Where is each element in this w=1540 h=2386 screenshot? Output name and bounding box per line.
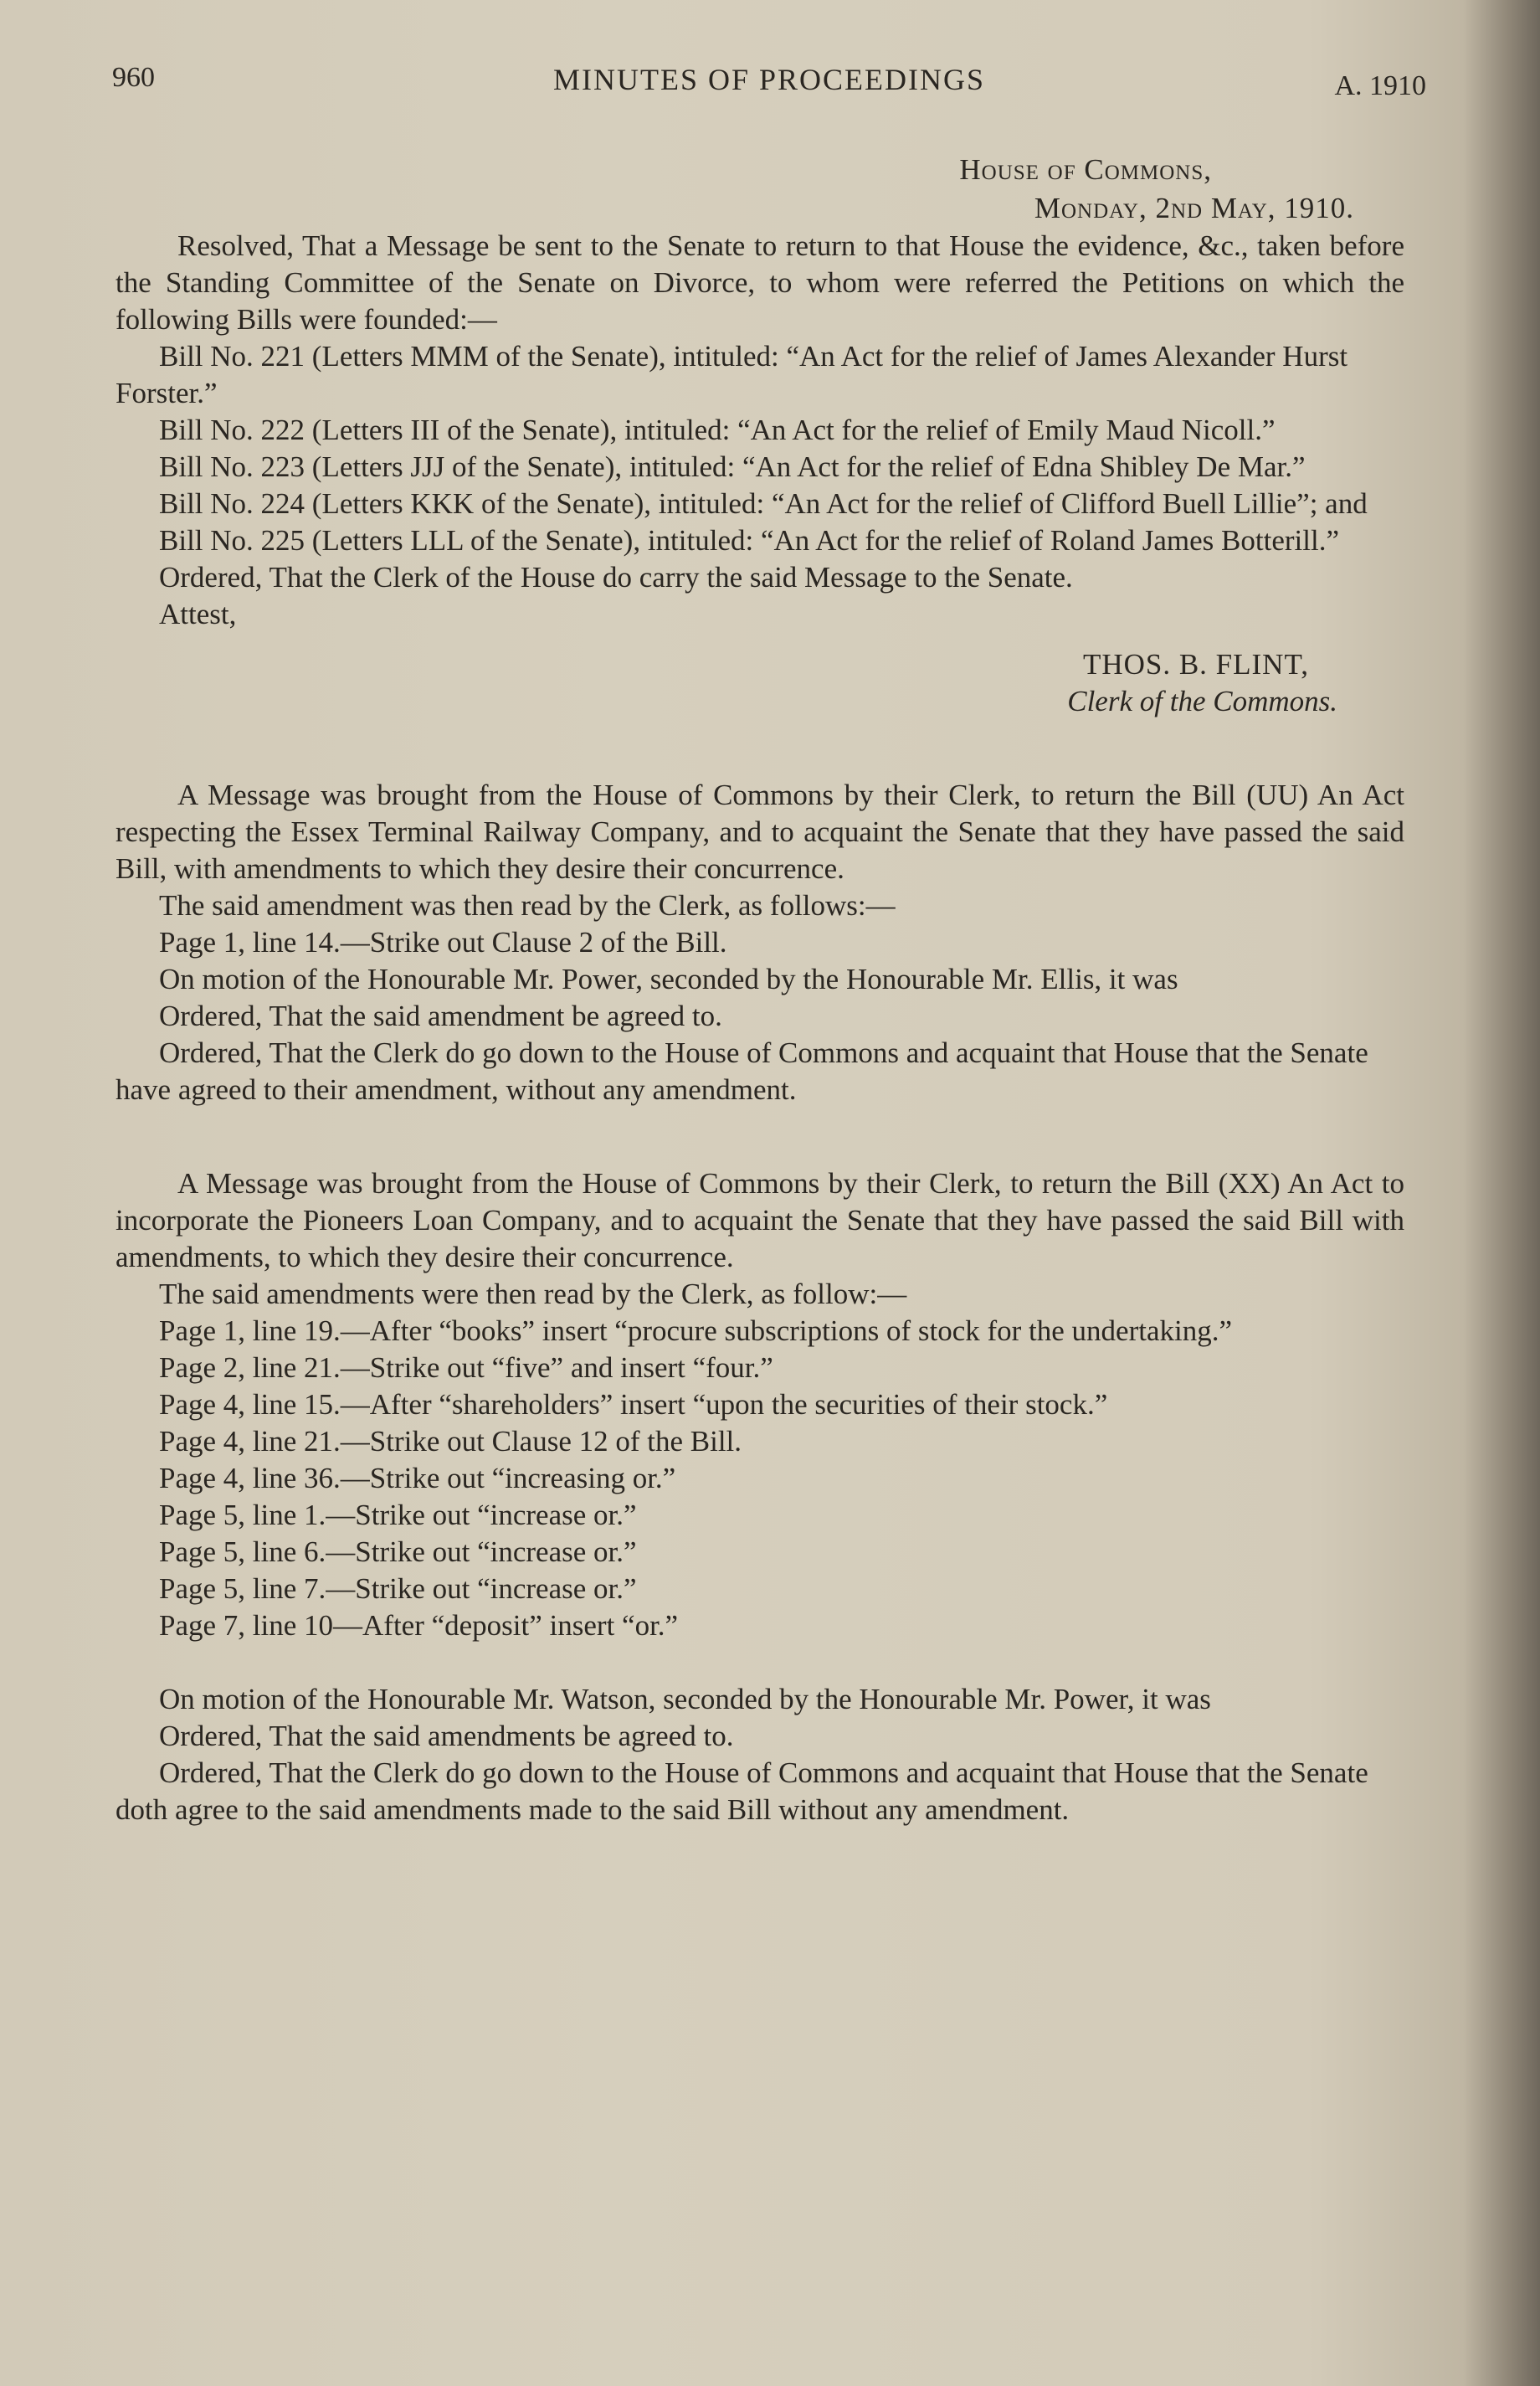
amendment-item: Page 7, line 10—After “deposit” insert “or.”: [159, 1609, 679, 1642]
signature-block: [116, 646, 1404, 720]
section-gap: [116, 720, 1404, 777]
session-date-text: Monday, 2nd May, 1910.: [1034, 192, 1354, 224]
section-gap: [116, 1644, 1404, 1681]
essex-proceedings: [116, 887, 1404, 1108]
pioneers-proceedings: [116, 1681, 1404, 1828]
ordered-paragraph: Ordered, That the said amendment be agreed to.: [159, 1000, 722, 1032]
pioneers-amendments: [116, 1276, 1404, 1644]
motion-paragraph: On motion of the Honourable Mr. Power, seconded by the Honourable Mr. Ellis, it was: [159, 963, 1178, 995]
ordered-paragraph: Ordered, That the Clerk of the House do carry the said Message to the Senate.: [159, 561, 1073, 594]
ordered-paragraph: Ordered, That the said amendments be agreed to.: [159, 1720, 734, 1752]
bill-list: [116, 338, 1404, 559]
house-of-commons-heading: House of Commons,: [959, 153, 1212, 186]
amendment-item: Page 5, line 7.—Strike out “increase or.”: [159, 1572, 637, 1605]
session-date: [116, 189, 1354, 228]
amendment-item: Page 4, line 21.—Strike out Clause 12 of the Bill.: [159, 1425, 742, 1458]
motion-paragraph: On motion of the Honourable Mr. Watson, seconded by the Honourable Mr. Power, it was: [159, 1683, 1211, 1715]
message-pioneers-intro: A Message was brought from the House of Commons by their Clerk, to return the Bill (XX) An Act to incorporate the Pioneers Loan Company, and to acquaint the Senate that they have passed the said Bill with amendments, to which they desire their concurrence.: [116, 1167, 1404, 1273]
commons-date-block: [116, 151, 1404, 228]
amendment-item: Page 4, line 36.—Strike out “increasing or.”: [159, 1462, 676, 1494]
message-essex-intro: A Message was brought from the House of Commons by their Clerk, to return the Bill (UU) An Act respecting the Essex Terminal Railway Company, and to acquaint the Senate that they have passed the said Bill, with amendments to which they desire their concurrence.: [116, 779, 1404, 885]
signatory-title: Clerk of the Commons.: [1067, 685, 1337, 717]
ordered-paragraph: Ordered, That the Clerk do go down to the House of Commons and acquaint that House that the Senate have agreed to their amendment, without any amendment.: [116, 1036, 1368, 1106]
ordered-paragraph: Ordered, That the Clerk do go down to the House of Commons and acquaint that House that the Senate doth agree to the said amendments made to the said Bill without any amendment.: [116, 1756, 1368, 1826]
amendment-item: Page 5, line 6.—Strike out “increase or.”: [159, 1535, 637, 1568]
amendment-item: Page 1, line 19.—After “books” insert “procure subscriptions of stock for the undertaking.”: [159, 1314, 1233, 1347]
attest-line: Attest,: [159, 598, 237, 630]
bill-item: Bill No. 221 (Letters MMM of the Senate), intituled: “An Act for the relief of James Alexander Hurst Forster.”: [116, 340, 1348, 409]
bill-item: Bill No. 222 (Letters III of the Senate), intituled: “An Act for the relief of Emily Maud Nicoll.”: [159, 414, 1276, 446]
amendment-item: Page 5, line 1.—Strike out “increase or.”: [159, 1499, 637, 1531]
running-title: MINUTES OF PROCEEDINGS: [552, 63, 986, 96]
resolved-paragraph: Resolved, That a Message be sent to the Senate to return to that House the evidence, &c., taken before the Standing Committee of the Senate on Divorce, to whom were referred the Petitions on which the following Bills were founded:—: [116, 229, 1404, 336]
section-gap: [116, 1108, 1404, 1165]
amendment-item: Page 1, line 14.—Strike out Clause 2 of the Bill.: [159, 926, 727, 959]
body-text: [116, 151, 1404, 1828]
signatory-name: THOS. B. FLINT,: [1082, 648, 1309, 681]
amendment-read-line: The said amendments were then read by the Clerk, as follow:—: [159, 1278, 907, 1310]
amendment-item: Page 2, line 21.—Strike out “five” and insert “four.”: [159, 1351, 773, 1384]
bill-item: Bill No. 225 (Letters LLL of the Senate), intituled: “An Act for the relief of Roland James Botterill.”: [159, 524, 1339, 557]
bill-item: Bill No. 224 (Letters KKK of the Senate), intituled: “An Act for the relief of Clifford Buell Lillie”; and: [159, 487, 1368, 520]
page-header: [112, 62, 1426, 112]
ordered-attest: [116, 559, 1404, 633]
amendment-read-line: The said amendment was then read by the Clerk, as follows:—: [159, 889, 896, 922]
session-year: A. 1910: [1334, 70, 1426, 101]
amendment-item: Page 4, line 15.—After “shareholders” insert “upon the securities of their stock.”: [159, 1388, 1108, 1421]
page-number: 960: [112, 62, 155, 93]
bill-item: Bill No. 223 (Letters JJJ of the Senate), intituled: “An Act for the relief of Edna Shibley De Mar.”: [159, 450, 1306, 483]
